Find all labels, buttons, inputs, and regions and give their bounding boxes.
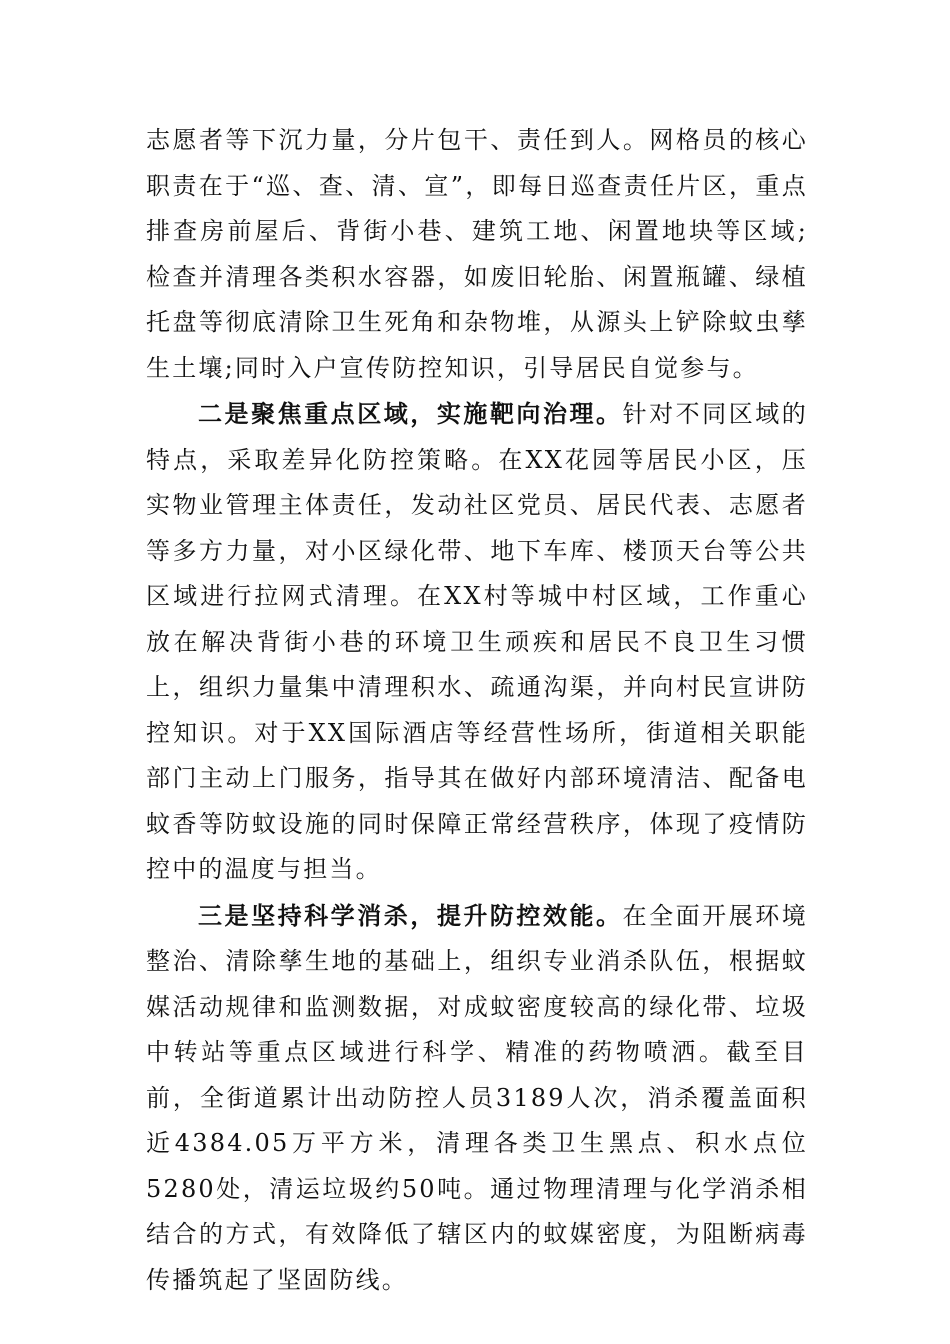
document-body [146,118,808,1303]
paragraph-key-areas [146,391,808,893]
paragraph-disinfection [146,893,808,1304]
paragraph-body: 志愿者等下沉力量，分片包干、责任到人。网格员的核心职责在于“巡、查、清、宣”，即每日巡查责任片区，重点排查房前屋后、背街小巷、建筑工地、闲置地块等区域;检查并清理各类积水容器，如废旧轮胎、闲置瓶罐、绿植托盘等彻底清除卫生死角和杂物堆，从源头上铲除蚊虫孳生土壤;同时入户宣传防控知识，引导居民自觉参与。 [146,126,808,382]
paragraph-lead: 二是聚焦重点区域，实施靶向治理。 [198,399,623,428]
paragraph-body: 针对不同区域的特点，采取差异化防控策略。在XX花园等居民小区，压实物业管理主体责任，发动社区党员、居民代表、志愿者等多方力量，对小区绿化带、地下车库、楼顶天台等公共区域进行拉网式清理。在XX村等城中村区域，工作重心放在解决背街小巷的环境卫生顽疾和居民不良卫生习惯上，组织力量集中清理积水、疏通沟渠，并向村民宣讲防控知识。对于XX国际酒店等经营性场所，街道相关职能部门主动上门服务，指导其在做好内部环境清洁、配备电蚊香等防蚊设施的同时保障正常经营秩序，体现了疫情防控中的温度与担当。 [146,400,808,883]
paragraph-body: 在全面开展环境整治、清除孳生地的基础上，组织专业消杀队伍，根据蚊媒活动规律和监测数据，对成蚊密度较高的绿化带、垃圾中转站等重点区域进行科学、精准的药物喷洒。截至目前，全街道累计出动防控人员3189人次，消杀覆盖面积近4384.05万平方米，清理各类卫生黑点、积水点位5280处，清运垃圾约50吨。通过物理清理与化学消杀相结合的方式，有效降低了辖区内的蚊媒密度，为阻断病毒传播筑起了坚固防线。 [146,901,808,1294]
paragraph-lead: 三是坚持科学消杀，提升防控效能。 [198,900,623,930]
paragraph-continuation [146,118,808,391]
